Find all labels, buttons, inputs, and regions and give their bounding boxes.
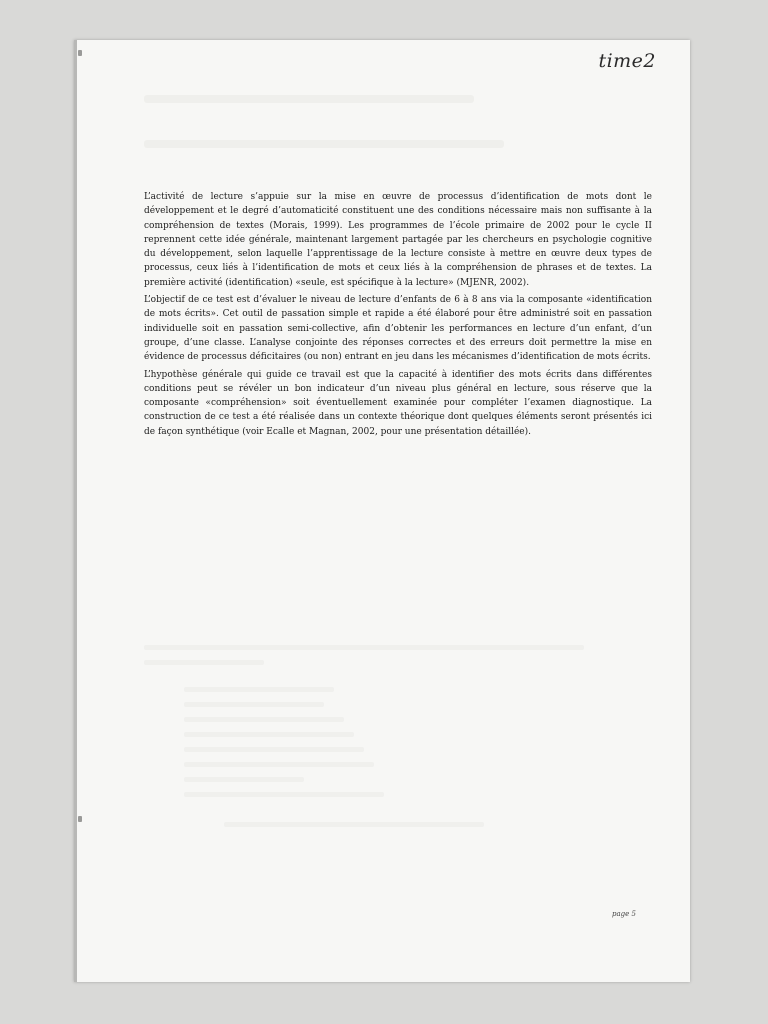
bleed-through-line xyxy=(184,687,334,692)
paragraph-2: L’objectif de ce test est d’évaluer le niveau de lecture d’enfants de 6 à 8 ans via la composante «identification de mots écrits». Cet outil de passation simple et rapide a été élaboré pour être administré soit en passation individuelle soit en passation semi-collective, afin d’obtenir les performances en lecture d’un enfant, d’un groupe, d’une classe. L’analyse conjointe des réponses correctes et des erreurs doit permettre la mise en évidence de processus déficitaires (ou non) entrant en jeu dans les mécanismes d’identification de mots écrits. xyxy=(144,295,652,363)
bleed-through-line xyxy=(184,702,324,707)
bleed-through-line xyxy=(144,660,264,665)
document-body xyxy=(144,190,652,442)
faded-heading-line xyxy=(144,95,474,103)
binding-hole xyxy=(78,816,82,822)
bleed-through-line xyxy=(184,732,354,737)
bleed-through-line xyxy=(184,717,344,722)
bleed-through-line xyxy=(184,762,374,767)
bleed-through-line xyxy=(184,792,384,797)
document-page xyxy=(74,40,690,982)
binding-hole xyxy=(78,50,82,56)
time2-logo: time2 xyxy=(598,50,656,72)
paragraph-1: L’activité de lecture s’appuie sur la mise en œuvre de processus d’identification de mots dont le développement et le degré d’automaticité constituent une des conditions nécessaire mais non suffisante à la compréhension de textes (Morais, 1999). Les programmes de l’école primaire de 2002 pour le cycle II reprennent cette idée générale, maintenant largement partagée par les chercheurs en psychologie cognitive du développement, selon laquelle l’apprentissage de la lecture consiste à mettre en œuvre deux types de processus, ceux liés à l’identification de mots et ceux liés à la compréhension de phrases et de textes. La première activité (identification) «seule, est spécifique à la lecture» (MJENR, 2002). xyxy=(144,192,652,288)
faded-heading-line xyxy=(144,140,504,148)
bleed-through-line xyxy=(184,777,304,782)
page-number: page 5 xyxy=(612,910,636,918)
bleed-through-line xyxy=(184,747,364,752)
paragraph-3: L’hypothèse générale qui guide ce travail est que la capacité à identifier des mots écrits dans différentes conditions peut se révéler un bon indicateur d’un niveau plus général en lecture, sous réserve que la composante «compréhension» soit éventuellement examinée pour compléter l’examen diagnostique. La construction de ce test a été réalisée dans un contexte théorique dont quelques éléments seront présentés ici de façon synthétique (voir Ecalle et Magnan, 2002, pour une présentation détaillée). xyxy=(144,369,652,437)
bleed-through-line xyxy=(144,645,584,650)
bleed-through-line xyxy=(224,822,484,827)
